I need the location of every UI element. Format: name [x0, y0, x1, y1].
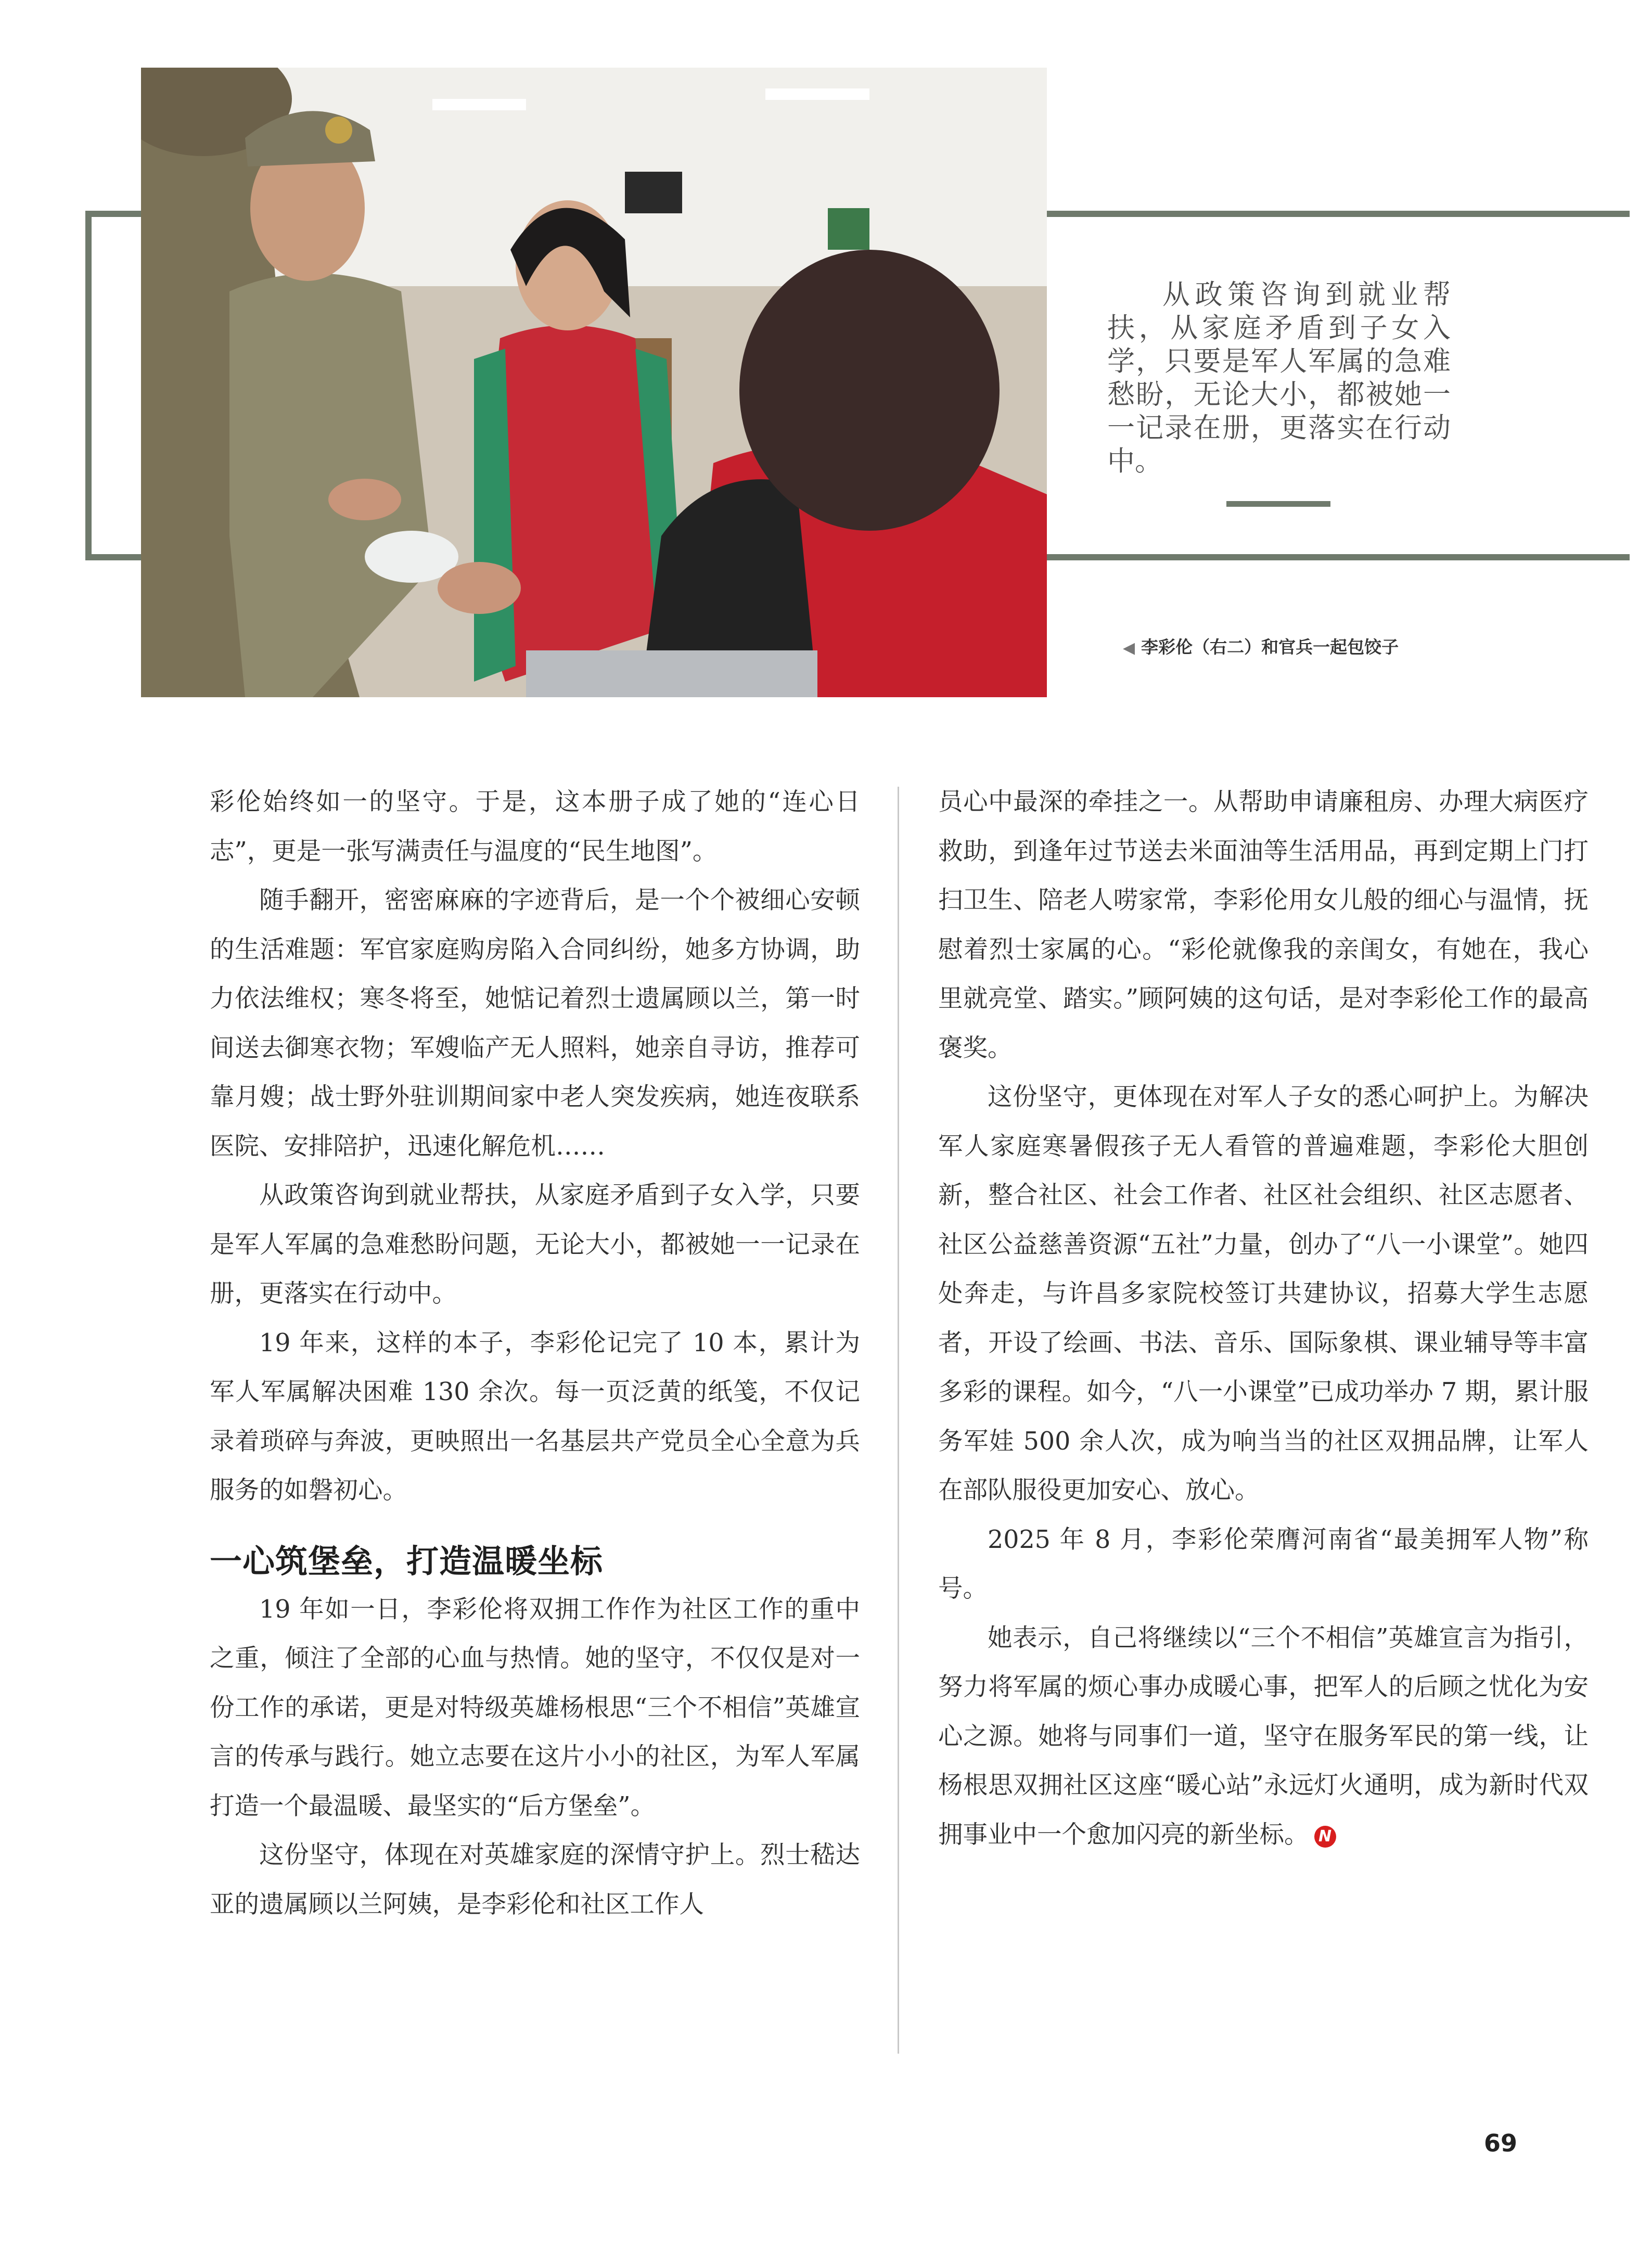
paragraph: 随手翻开，密密麻麻的字迹背后，是一个个被细心安顿的生活难题：军官家庭购房陷入合同纠纷，她多方协调，助力依法维权；寒冬将至，她惦记着烈士遗属顾以兰，第一时间送去御寒衣物；军嫂临产无人照料，她亲自寻访，推荐可靠月嫂；战士野外驻训期间家中老人突发疾病，她连夜联系医院、安排陪护，迅速化解危机…… — [210, 886, 860, 1161]
page-number: 69 — [1484, 2129, 1518, 2157]
paragraph: 这份坚守，更体现在对军人子女的悉心呵护上。为解决军人家庭寒暑假孩子无人看管的普遍难题，李彩伦大胆创新，整合社区、社会工作者、社区社会组织、社区志愿者、社区公益慈善资源“五社”力量，创办了“八一小课堂”。她四处奔走，与许昌多家院校签订共建协议，招募大学生志愿者，开设了绘画、书法、音乐、国际象棋、课业辅导等丰富多彩的课程。如今，“八一小课堂”已成功举办 7 期，累计服务军娃 500 余人次，成为响当当的社区双拥品牌，让军人在部队服役更加安心、放心。 — [938, 1083, 1589, 1505]
right-column — [938, 778, 1589, 1860]
paragraph: 员心中最深的牵挂之一。从帮助申请廉租房、办理大病医疗救助，到逢年过节送去米面油等生活用品，再到定期上门打扫卫生、陪老人唠家常，李彩伦用女儿般的细心与温情，抚慰着烈士家属的心。“彩伦就像我的亲闺女，有她在，我心里就亮堂、踏实。”顾阿姨的这句话，是对李彩伦工作的最高褒奖。 — [938, 788, 1589, 1062]
paragraph: 这份坚守，体现在对英雄家庭的深情守护上。烈士嵇达亚的遗属顾以兰阿姨，是李彩伦和社区工作人 — [210, 1841, 860, 1919]
article-photo — [141, 68, 1047, 697]
end-mark-icon: N — [1314, 1826, 1336, 1848]
photo-caption — [1123, 634, 1399, 658]
caption-arrow-icon: ◀ — [1123, 639, 1135, 657]
pull-quote-underline — [1226, 501, 1330, 507]
pull-quote — [1107, 278, 1451, 478]
column-divider — [898, 787, 899, 2054]
section-heading: 一心筑堡垒，打造温暖坐标 — [210, 1542, 604, 1580]
paragraph: 2025 年 8 月，李彩伦荣膺河南省“最美拥军人物”称号。 — [938, 1525, 1589, 1603]
frame-line-right-bottom — [1047, 554, 1630, 560]
frame-line-left-bottom — [85, 554, 143, 560]
frame-line-left-vertical — [85, 211, 92, 560]
frame-line-left-top — [85, 211, 143, 217]
paragraph: 彩伦始终如一的坚守。于是，这本册子成了她的“连心日志”，更是一张写满责任与温度的“民生地图”。 — [210, 788, 860, 866]
pull-quote-text: 从政策咨询到就业帮扶，从家庭矛盾到子女入学，只要是军人军属的急难愁盼，无论大小，都被她一一记录在册，更落实在行动中。 — [1107, 279, 1451, 477]
left-column — [210, 778, 860, 1929]
paragraph: 从政策咨询到就业帮扶，从家庭矛盾到子女入学，只要是军人军属的急难愁盼问题，无论大小，都被她一一记录在册，更落实在行动中。 — [210, 1181, 860, 1308]
paragraph-text: 她表示，自己将继续以“三个不相信”英雄宣言为指引，努力将军属的烦心事办成暖心事，把军人的后顾之忧化为安心之源。她将与同事们一道，坚守在服务军民的第一线，让杨根思双拥社区这座“暖心站”永远灯火通明，成为新时代双拥事业中一个愈加闪亮的新坐标。 — [938, 1623, 1589, 1849]
photo-soldiers-making-dumplings-icon — [141, 68, 1047, 697]
paragraph: 19 年如一日，李彩伦将双拥工作作为社区工作的重中之重，倾注了全部的心血与热情。她的坚守，不仅仅是对一份工作的承诺，更是对特级英雄杨根思“三个不相信”英雄宣言的传承与践行。她立志要在这片小小的社区，为军人军属打造一个最温暖、最坚实的“后方堡垒”。 — [210, 1595, 860, 1821]
paragraph — [938, 1614, 1589, 1860]
frame-line-right-top — [1047, 211, 1630, 217]
caption-text: 李彩伦（右二）和官兵一起包饺子 — [1141, 637, 1399, 657]
paragraph: 19 年来，这样的本子，李彩伦记完了 10 本，累计为军人军属解决困难 130 余次。每一页泛黄的纸笺，不仅记录着琐碎与奔波，更映照出一名基层共产党员全心全意为兵服务的如磐初心。 — [210, 1328, 860, 1505]
